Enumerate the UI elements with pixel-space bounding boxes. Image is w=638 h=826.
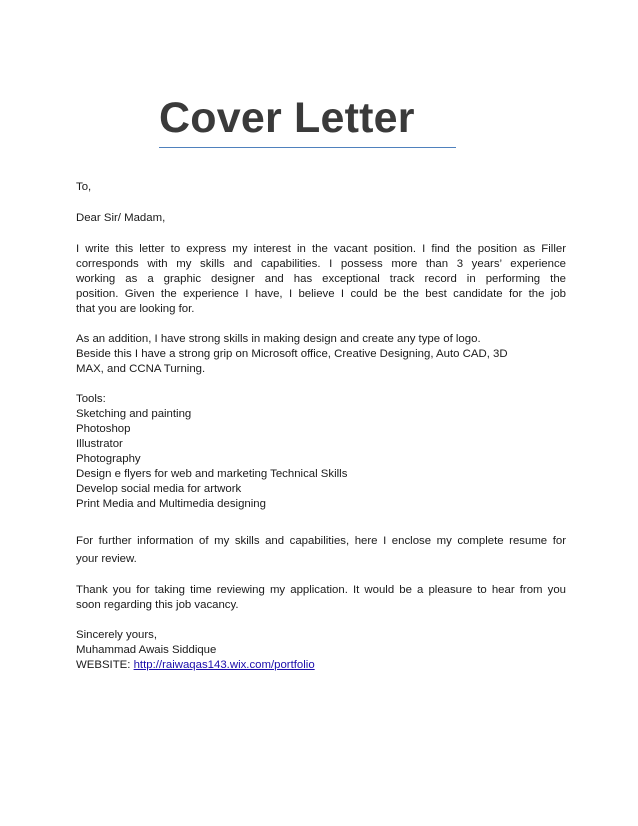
intro-line: corresponds with my skills and capabilities. I possess more than 3 years’ experience [76, 258, 566, 270]
spacer [76, 568, 566, 583]
spacer [76, 613, 566, 628]
further-line: For further information of my skills and capabilities, here I enclose my complete resume for [76, 535, 566, 547]
intro-paragraph [76, 242, 566, 317]
skills-line: MAX, and CCNA Turning. [76, 363, 206, 375]
salutation-to-text: To, [76, 181, 92, 193]
tool-item: Print Media and Multimedia designing [76, 498, 266, 510]
tool-item: Illustrator [76, 438, 123, 450]
thanks-line: soon regarding this job vacancy. [76, 599, 239, 611]
salutation-to [76, 180, 566, 195]
thanks-paragraph [76, 583, 566, 613]
spacer [76, 226, 566, 242]
signer-name: Muhammad Awais Siddique [76, 644, 217, 656]
spacer [76, 195, 566, 211]
tool-item: Photography [76, 453, 141, 465]
website-label: WEBSITE: [76, 659, 134, 671]
tool-item: Sketching and painting [76, 408, 192, 420]
greeting [76, 211, 566, 226]
closing-text: Sincerely yours, [76, 629, 158, 641]
tools-section [76, 392, 566, 512]
intro-line: position. Given the experience I have, I believe I could be the best candidate for the job [76, 288, 566, 300]
greeting-text: Dear Sir/ Madam, [76, 212, 166, 224]
thanks-line: Thank you for taking time reviewing my application. It would be a pleasure to hear from you [76, 584, 566, 596]
further-line: your review. [76, 553, 137, 565]
letter-body [76, 180, 566, 673]
intro-line: working as a graphic designer and has exceptional track record in performing the [76, 273, 566, 285]
website-line [76, 658, 566, 673]
skills-paragraph [76, 332, 566, 377]
signature-block [76, 628, 566, 673]
spacer [76, 317, 566, 332]
further-paragraph [76, 532, 566, 568]
skills-line: Beside this I have a strong grip on Microsoft office, Creative Designing, Auto CAD, 3D [76, 348, 508, 360]
tool-item: Develop social media for artwork [76, 483, 242, 495]
title-underline [159, 147, 456, 148]
skills-line: As an addition, I have strong skills in making design and create any type of logo. [76, 333, 481, 345]
website-link[interactable]: http://raiwaqas143.wix.com/portfolio [133, 659, 315, 671]
spacer [76, 512, 566, 532]
tool-item: Photoshop [76, 423, 131, 435]
spacer [76, 377, 566, 392]
tool-item: Design e flyers for web and marketing Technical Skills [76, 468, 348, 480]
tools-heading: Tools: [76, 393, 106, 405]
intro-line: I write this letter to express my interest in the vacant position. I find the position as Filler [76, 243, 566, 255]
intro-line: that you are looking for. [76, 303, 195, 315]
page-title: Cover Letter [159, 94, 415, 142]
